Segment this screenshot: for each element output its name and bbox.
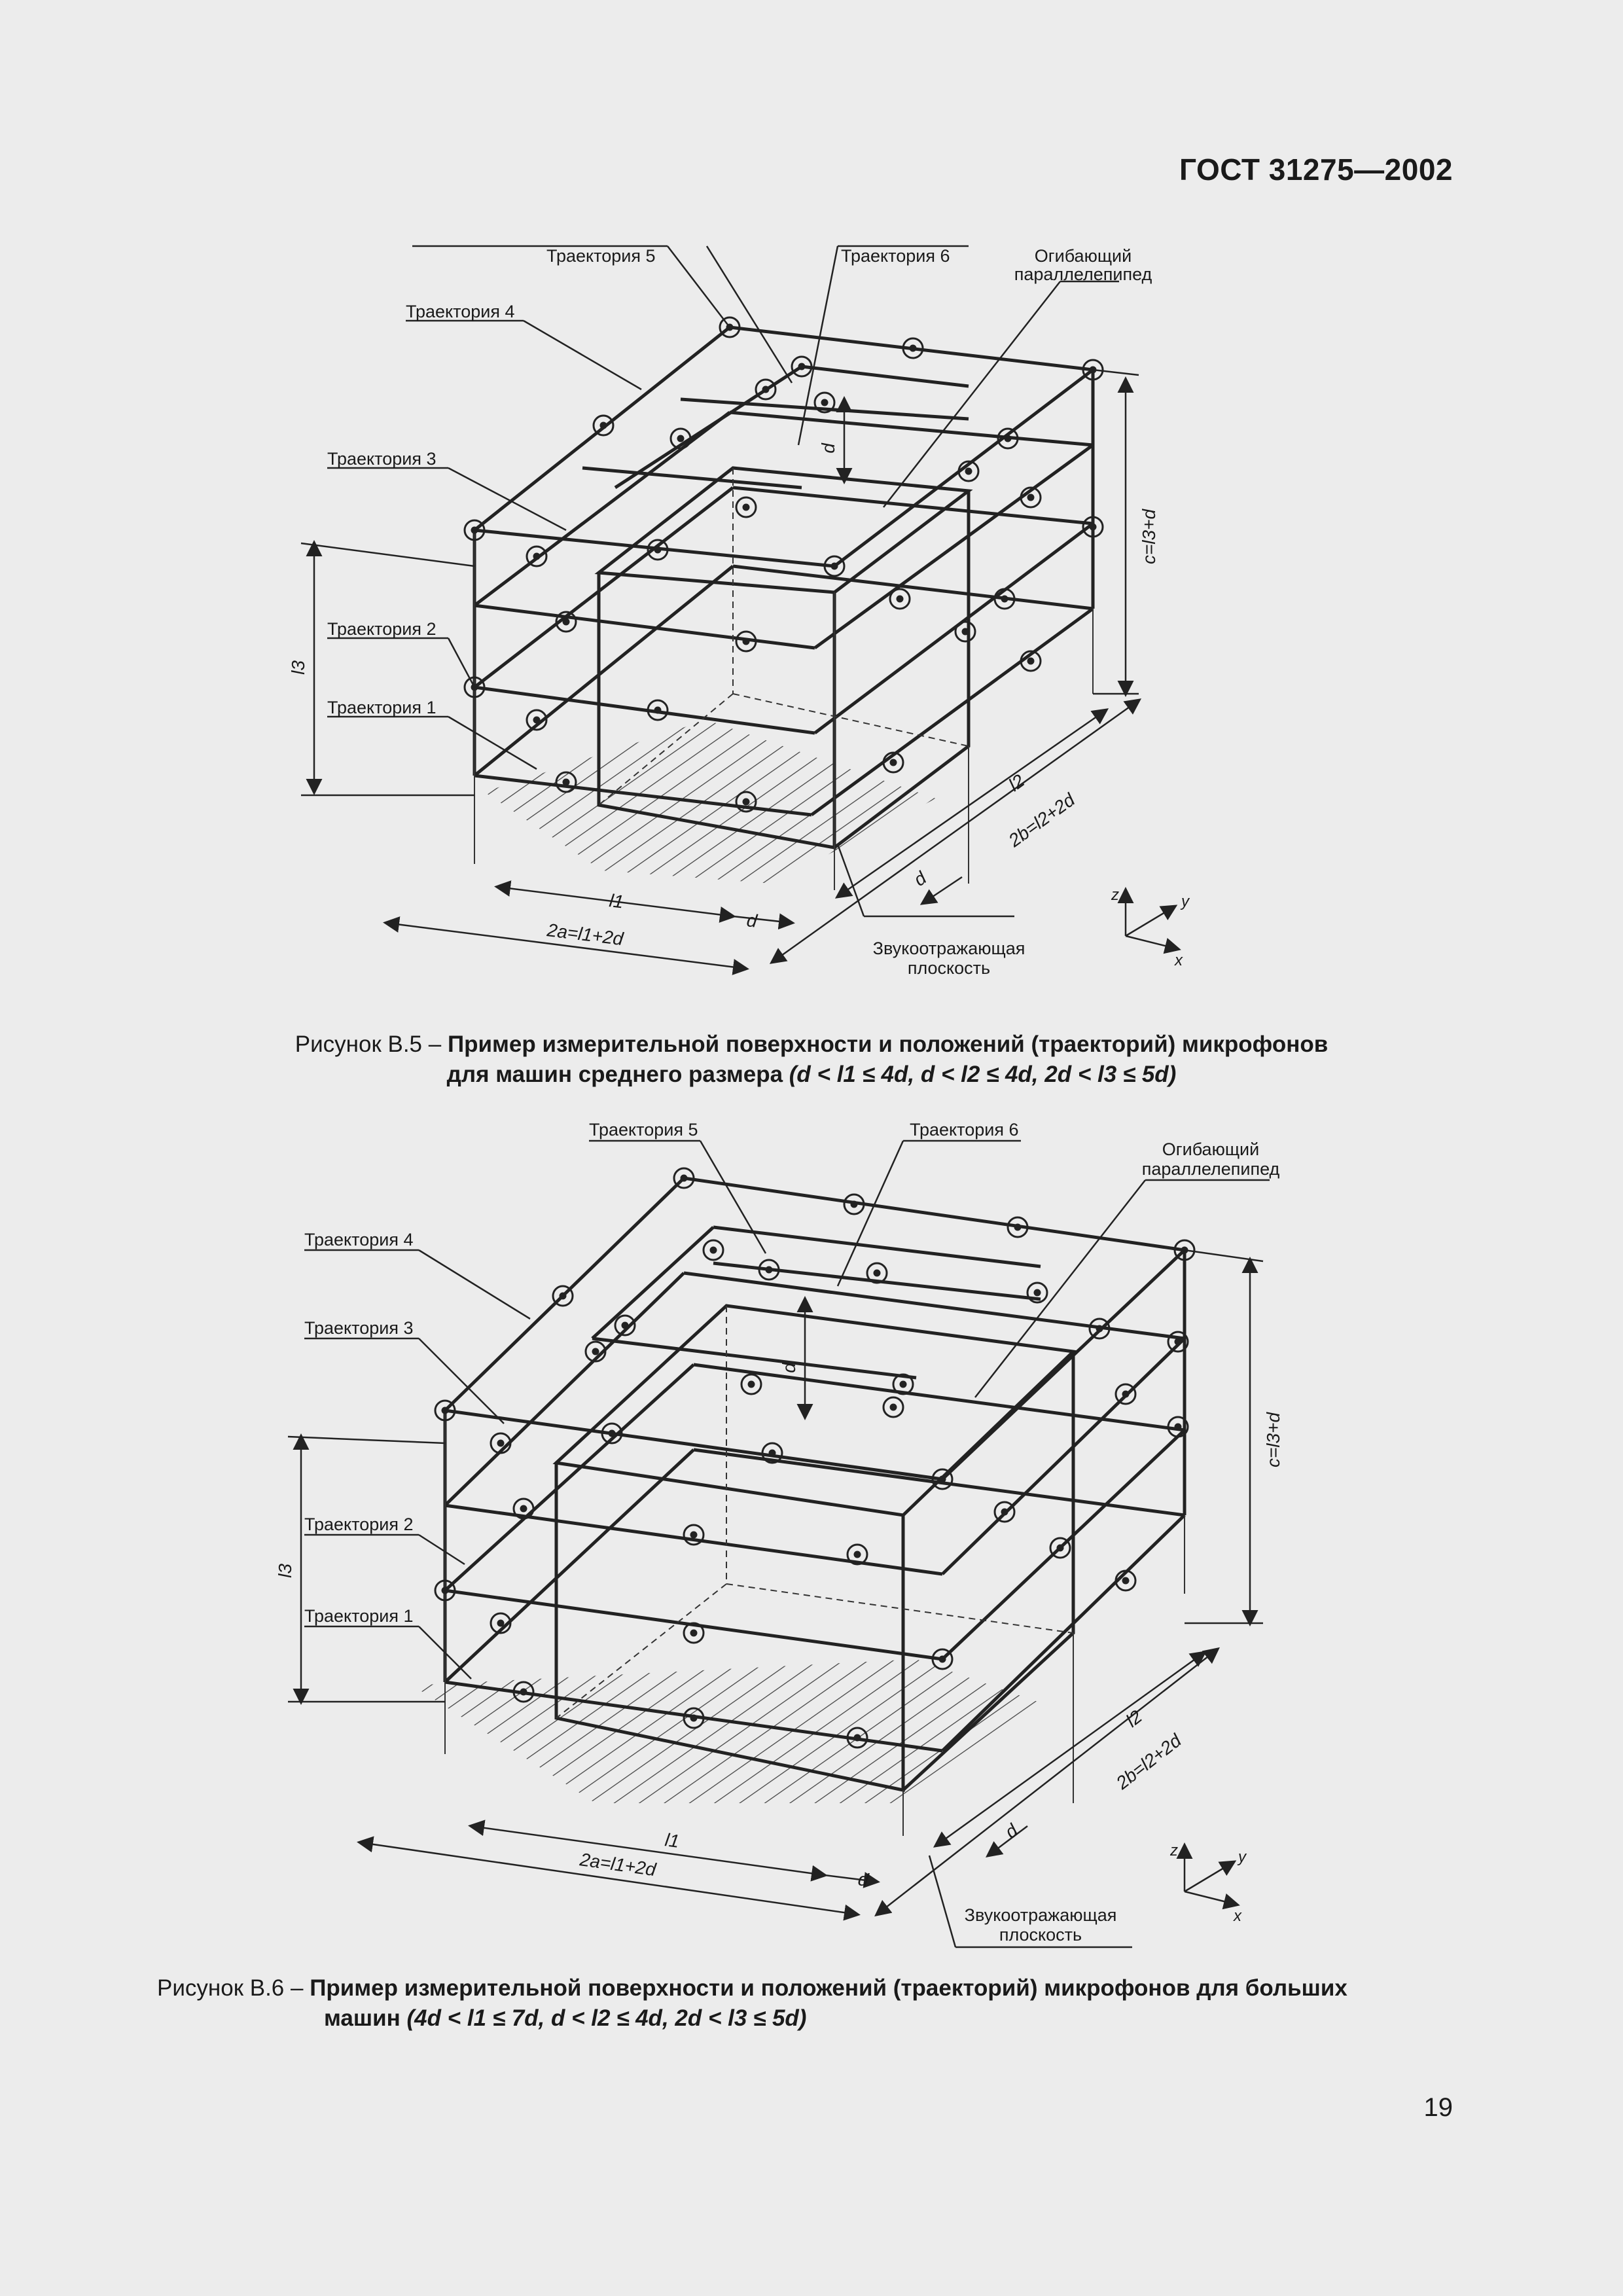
label-trajectory-5: Траектория 5 bbox=[589, 1120, 698, 1139]
dim-c: c=l3+d bbox=[1139, 509, 1159, 565]
caption-b6-title-1: Пример измерительной поверхности и положений (траекторий) микрофонов для больших bbox=[310, 1975, 1347, 2001]
reflecting-plane bbox=[412, 1659, 1047, 1803]
dim-d-top: d bbox=[779, 1363, 799, 1373]
axes-glyph bbox=[1126, 890, 1178, 949]
standard-header: ГОСТ 31275—2002 bbox=[1179, 152, 1453, 187]
dim-d-side: d bbox=[910, 867, 931, 890]
label-trajectory-3: Траектория 3 bbox=[327, 449, 437, 469]
axis-x: x bbox=[1234, 1907, 1241, 1925]
dim-2b: 2b=l2+2d bbox=[1112, 1730, 1185, 1793]
dim-2a: 2a=l1+2d bbox=[546, 920, 624, 950]
label-surface-2: плоскость bbox=[907, 958, 991, 978]
dim-d-side: d bbox=[1001, 1820, 1022, 1842]
microphone-positions bbox=[465, 317, 1103, 812]
caption-b5-prefix: Рисунок В.5 – bbox=[294, 1031, 448, 1057]
caption-b5-title-1: Пример измерительной поверхности и положений (траекторий) микрофонов bbox=[447, 1031, 1329, 1057]
dim-d-top: d bbox=[818, 443, 838, 454]
dim-d-front: d bbox=[857, 1869, 870, 1891]
caption-b5-title-2: для машин среднего размера bbox=[446, 1062, 789, 1087]
axis-z: z bbox=[1170, 1842, 1178, 1859]
dim-c: c=l3+d bbox=[1263, 1412, 1283, 1468]
dim-d-front: d bbox=[745, 910, 758, 931]
microphone-positions bbox=[435, 1168, 1194, 1748]
dim-l2: l2 bbox=[1005, 770, 1029, 795]
caption-b5 bbox=[0, 1030, 1623, 1090]
page-number: 19 bbox=[1423, 2093, 1453, 2122]
label-surface-1: Звукоотражающая bbox=[872, 939, 1026, 958]
dim-l3: l3 bbox=[275, 1564, 295, 1578]
dim-l2: l2 bbox=[1122, 1706, 1146, 1731]
label-trajectory-1: Траектория 1 bbox=[304, 1606, 414, 1626]
dim-l1: l1 bbox=[664, 1829, 681, 1852]
label-trajectory-3: Траектория 3 bbox=[304, 1318, 414, 1338]
axis-y: y bbox=[1181, 893, 1189, 910]
dim-2a: 2a=l1+2d bbox=[579, 1849, 658, 1880]
figure-b6-diagram bbox=[249, 1109, 1322, 1960]
label-envelope-1: Огибающий bbox=[1162, 1139, 1260, 1159]
caption-b6-title-2: машин bbox=[324, 2005, 407, 2031]
label-trajectory-2: Траектория 2 bbox=[304, 1515, 414, 1534]
figure-b5-diagram bbox=[275, 223, 1270, 982]
dim-l3: l3 bbox=[288, 660, 308, 675]
axis-z: z bbox=[1111, 886, 1119, 904]
label-surface-2: плоскость bbox=[999, 1925, 1082, 1945]
dim-2b: 2b=l2+2d bbox=[1005, 789, 1079, 851]
label-trajectory-4: Траектория 4 bbox=[406, 302, 515, 321]
caption-b6 bbox=[157, 1973, 1347, 2034]
label-surface-1: Звукоотражающая bbox=[964, 1905, 1117, 1925]
label-trajectory-1: Траектория 1 bbox=[327, 698, 437, 717]
label-trajectory-2: Траектория 2 bbox=[327, 619, 437, 639]
label-envelope-1: Огибающий bbox=[1034, 246, 1132, 266]
caption-b5-conditions: (d < l1 ≤ 4d, d < l2 ≤ 4d, 2d < l3 ≤ 5d) bbox=[789, 1062, 1177, 1087]
label-trajectory-4: Траектория 4 bbox=[304, 1230, 414, 1249]
axis-x: x bbox=[1175, 952, 1183, 969]
caption-b6-prefix: Рисунок В.6 – bbox=[157, 1975, 310, 2001]
axis-y: y bbox=[1238, 1848, 1246, 1866]
label-envelope-2: параллелепипед bbox=[1014, 264, 1152, 284]
label-trajectory-6: Траектория 6 bbox=[841, 246, 950, 266]
trajectory-lines bbox=[474, 327, 1093, 815]
axes-glyph bbox=[1185, 1846, 1237, 1905]
label-envelope-2: параллелепипед bbox=[1141, 1159, 1280, 1179]
caption-b6-conditions: (4d < l1 ≤ 7d, d < l2 ≤ 4d, 2d < l3 ≤ 5d) bbox=[406, 2005, 807, 2031]
label-trajectory-6: Траектория 6 bbox=[910, 1120, 1019, 1139]
dim-l1: l1 bbox=[608, 890, 625, 912]
label-trajectory-5: Траектория 5 bbox=[546, 246, 656, 266]
